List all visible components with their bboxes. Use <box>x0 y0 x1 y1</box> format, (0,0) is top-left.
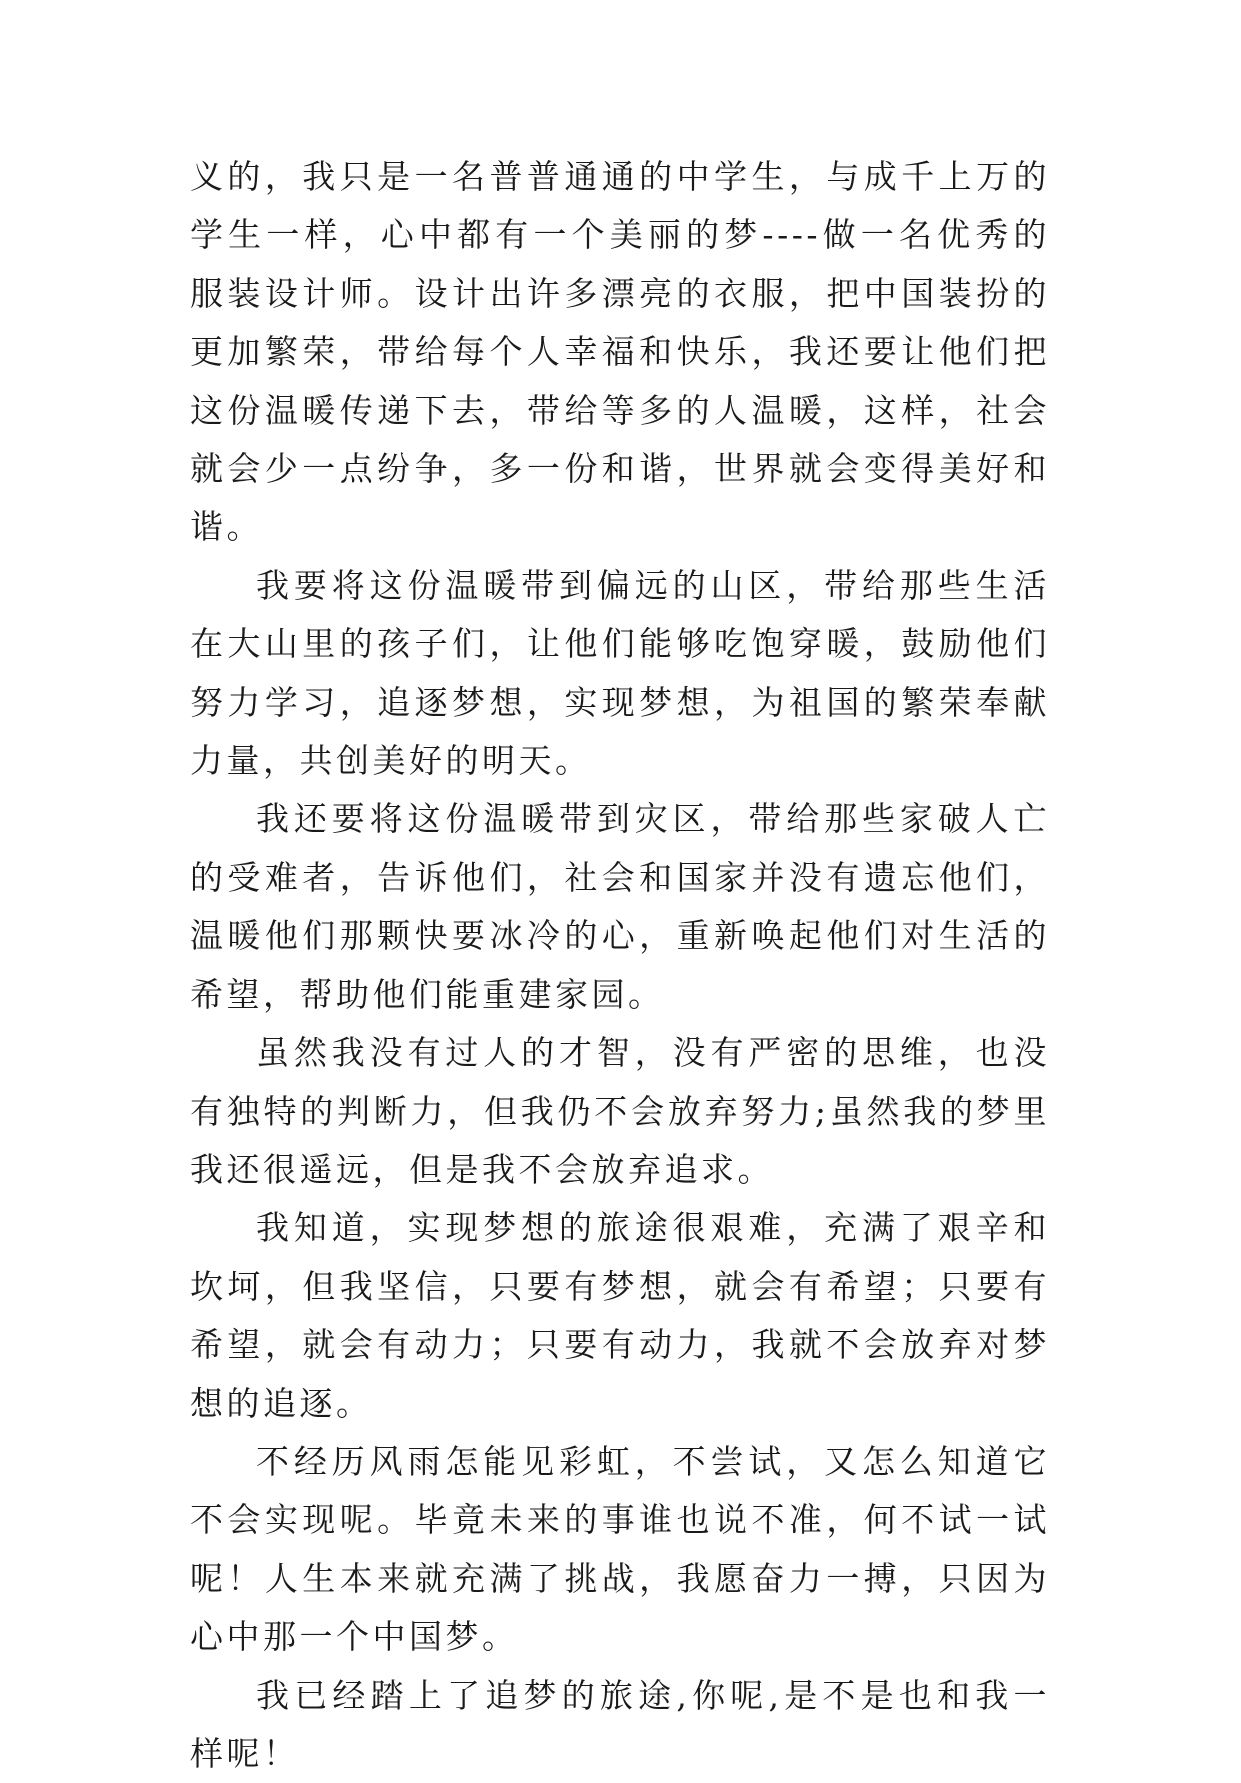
essay-paragraph-7: 我已经踏上了追梦的旅途,你呢,是不是也和我一样呢！ <box>190 1675 1050 1773</box>
essay-paragraph-4: 虽然我没有过人的才智，没有严密的思维，也没有独特的判断力，但我仍不会放弃努力;虽然我的梦里我还很遥远，但是我不会放弃追求。 <box>190 1033 1050 1189</box>
essay-paragraph-5: 我知道，实现梦想的旅途很艰难，充满了艰辛和坎坷，但我坚信，只要有梦想，就会有希望；只要有希望，就会有动力；只要有动力，我就不会放弃对梦想的追逐。 <box>190 1208 1050 1423</box>
essay-paragraph-1: 义的，我只是一名普普通通的中学生，与成千上万的学生一样，心中都有一个美丽的梦----做一名优秀的服装设计师。设计出许多漂亮的衣服，把中国装扮的更加繁荣，带给每个人幸福和快乐，我还要让他们把这份温暖传递下去，带给等多的人温暖，这样，社会就会少一点纷争，多一份和谐，世界就会变得美好和谐。 <box>190 157 1050 547</box>
essay-paragraph-2: 我要将这份温暖带到偏远的山区，带给那些生活在大山里的孩子们，让他们能够吃饱穿暖，鼓励他们努力学习，追逐梦想，实现梦想，为祖国的繁荣奉献力量，共创美好的明天。 <box>190 565 1050 781</box>
essay-body <box>190 148 1050 1783</box>
essay-paragraph-3: 我还要将这份温暖带到灾区，带给那些家破人亡的受难者，告诉他们，社会和国家并没有遗忘他们，温暖他们那颗快要冰冷的心，重新唤起他们对生活的希望，帮助他们能重建家园。 <box>190 799 1050 1014</box>
essay-paragraph-6: 不经历风雨怎能见彩虹，不尝试，又怎么知道它不会实现呢。毕竟未来的事谁也说不准，何不试一试呢！人生本来就充满了挑战，我愿奋力一搏，只因为心中那一个中国梦。 <box>190 1441 1050 1657</box>
